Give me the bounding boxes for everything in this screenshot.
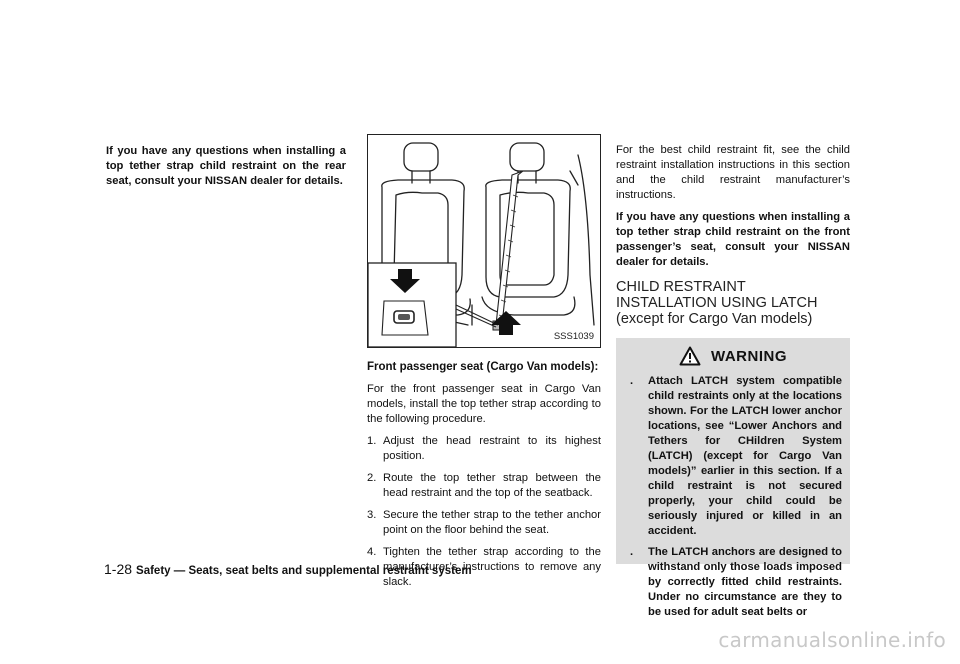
- warning-title: WARNING: [711, 347, 787, 365]
- rear-seat-note-text: If you have any questions when installing a top tether strap child restraint on the rear seat, consult your NISSAN dealer for details.: [106, 145, 346, 187]
- procedure-step: 3. Secure the tether strap to the tether anchor point on the floor behind the seat.: [367, 509, 601, 536]
- watermark: carmanualsonline.info: [718, 628, 946, 652]
- warning-header: [616, 344, 850, 368]
- tether-strap: [493, 171, 523, 330]
- latch-section-title: CHILD RESTRAINT INSTALLATION USING LATCH (except for Cargo Van models): [616, 279, 818, 327]
- latch-section: [616, 143, 850, 618]
- fit-paragraph: For the best child restraint fit, see the child restraint installation instructions in this section and the child restraint manufacturer’s instructions.: [616, 144, 850, 201]
- page-number: 1-28: [104, 561, 133, 577]
- seat-tether-drawing: [368, 135, 600, 347]
- warning-triangle-icon: [679, 346, 701, 366]
- warning-box: [616, 338, 850, 618]
- warning-list: [616, 374, 850, 620]
- left-headrest: [404, 143, 438, 171]
- rear-seat-questions-note: [106, 144, 346, 189]
- section-heading: Front passenger seat (Cargo Van models):: [367, 361, 599, 373]
- cargo-van-front-seat-section: [367, 134, 601, 590]
- figure-code: SSS1039: [553, 331, 594, 342]
- right-seatback: [486, 180, 570, 297]
- warning-item: . Attach LATCH system compatible child restraints only at the locations shown. For the LATCH lower anchor locations, see “Lower Anchors and Tethers for CHildren System (LATCH) (except for Cargo Van models)” earlier in this section. If a child restraint is not secured properly, your child could be seriously injured or killed in an accident.: [630, 375, 842, 537]
- procedure-step: 1. Adjust the head restraint to its highest position.: [367, 435, 601, 462]
- right-headrest: [510, 143, 544, 171]
- front-seat-questions-note: If you have any questions when installing a top tether strap child restraint on the front passenger’s seat, consult your NISSAN dealer for details.: [616, 211, 850, 268]
- seat-tether-illustration: [367, 134, 601, 348]
- warning-item: . The LATCH anchors are designed to withstand only those loads imposed by correctly fitted child restraints. Under no circumstance are they to be used for adult seat belts or: [630, 546, 842, 618]
- procedure-step: 4. Tighten the tether strap according to the manufacturer’s instructions to remove any slack.: [367, 546, 601, 588]
- section-intro: For the front passenger seat in Cargo Van models, install the top tether strap according to the following procedure.: [367, 383, 601, 425]
- procedure-step: 2. Route the top tether strap between the head restraint and the top of the seatback.: [367, 472, 601, 499]
- anchor-inset: [368, 263, 498, 347]
- page-footer: [104, 561, 472, 577]
- footer-section-title: Safety — Seats, seat belts and supplemental restraint system: [136, 565, 472, 577]
